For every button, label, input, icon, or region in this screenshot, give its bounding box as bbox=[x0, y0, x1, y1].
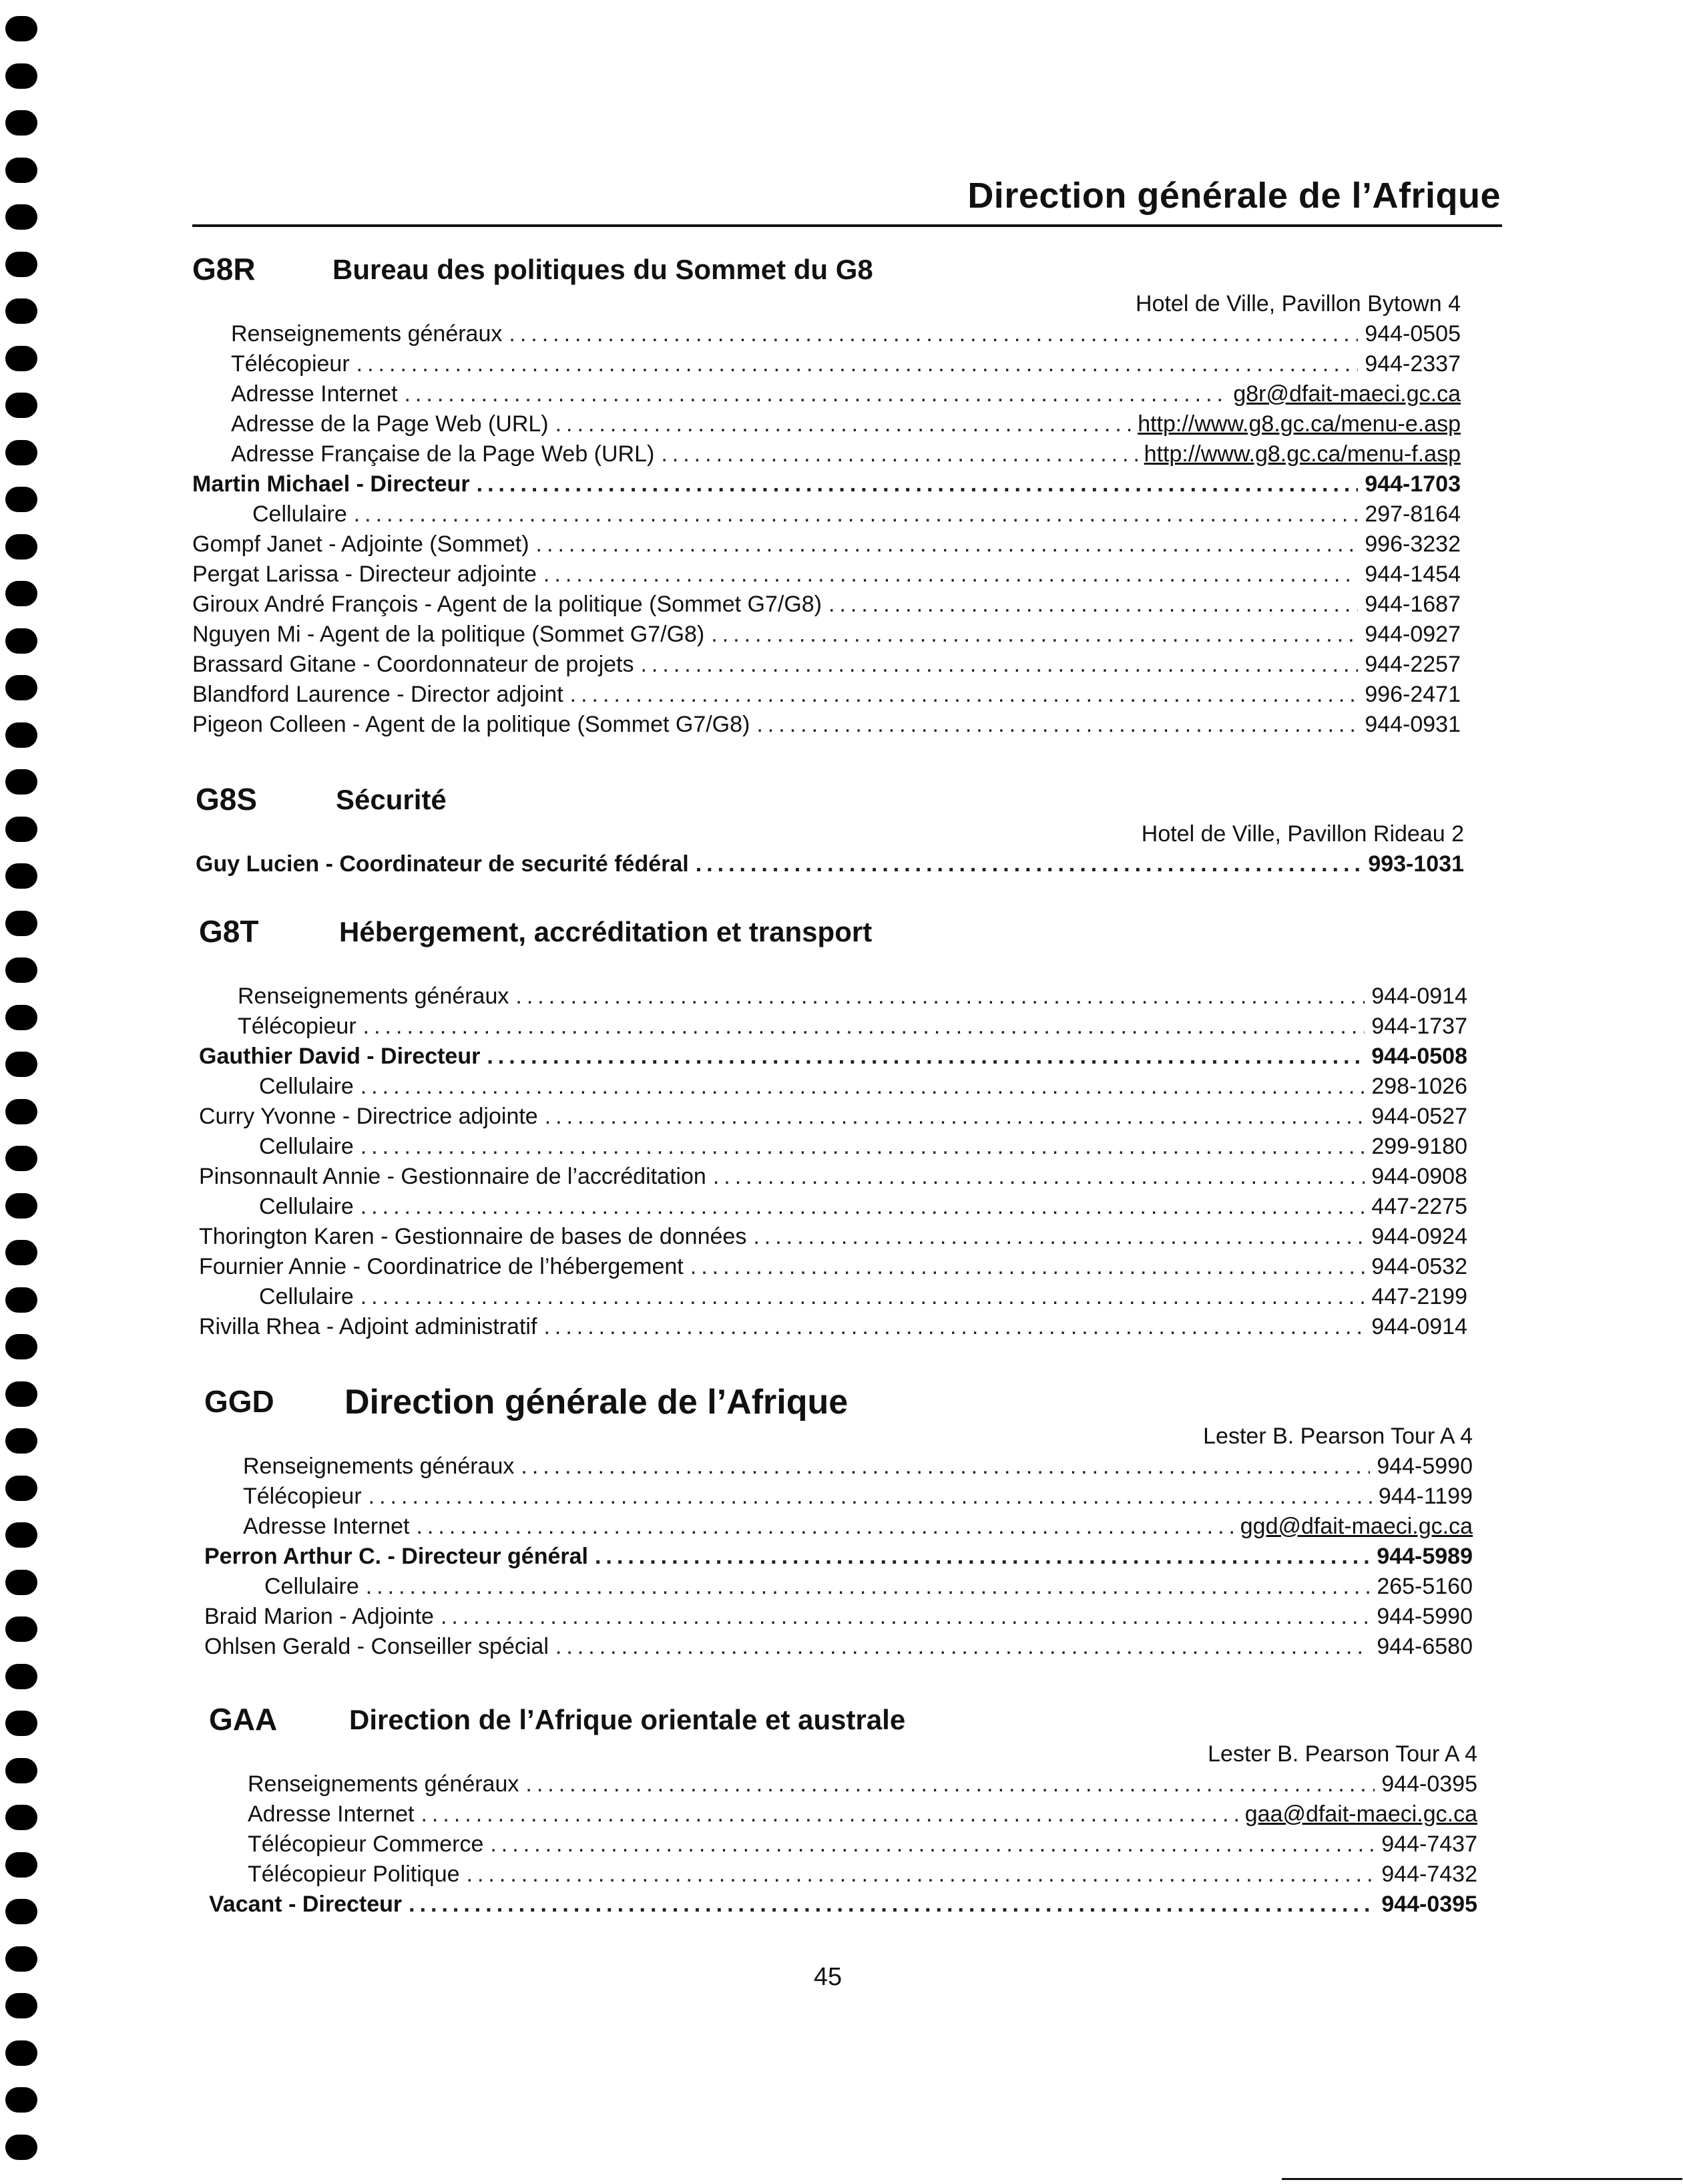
punch-hole bbox=[5, 1193, 37, 1219]
dot-leader bbox=[515, 981, 1365, 1012]
dot-leader bbox=[640, 650, 1358, 680]
dot-leader bbox=[421, 1799, 1238, 1829]
dot-leader bbox=[487, 1042, 1365, 1072]
entry-phone: 944-7432 bbox=[1381, 1862, 1477, 1887]
entry-phone: 447-2275 bbox=[1371, 1194, 1467, 1219]
dot-leader bbox=[690, 1252, 1365, 1282]
section-location: Hotel de Ville, Pavillon Rideau 2 bbox=[1141, 821, 1464, 847]
entry-label: Cellulaire bbox=[264, 1574, 359, 1599]
punch-hole bbox=[5, 393, 37, 418]
punch-hole bbox=[5, 110, 37, 136]
directory-entry bbox=[199, 1042, 1467, 1072]
section-g8r bbox=[192, 251, 1461, 740]
entry-phone: 944-0395 bbox=[1381, 1892, 1477, 1917]
entry-label: Télécopieur bbox=[231, 351, 350, 377]
punch-hole bbox=[5, 1664, 37, 1689]
entry-list bbox=[209, 1769, 1477, 1920]
entry-phone: 944-5990 bbox=[1377, 1604, 1473, 1629]
directory-entry bbox=[192, 560, 1461, 590]
dot-leader bbox=[409, 1890, 1375, 1920]
entry-phone: 944-0931 bbox=[1365, 712, 1461, 737]
directory-entry bbox=[204, 1572, 1473, 1602]
section-heading bbox=[199, 913, 1467, 953]
dot-leader bbox=[369, 1482, 1372, 1512]
entry-label: Renseignements généraux bbox=[248, 1771, 519, 1797]
entry-label: Pinsonnault Annie - Gestionnaire de l’accréditation bbox=[199, 1164, 706, 1189]
entry-label: Pergat Larissa - Directeur adjointe bbox=[192, 562, 537, 587]
punch-hole bbox=[5, 863, 37, 889]
punch-hole bbox=[5, 722, 37, 748]
punch-hole bbox=[5, 1758, 37, 1783]
punch-hole bbox=[5, 1099, 37, 1124]
directory-entry bbox=[199, 1252, 1467, 1282]
punch-hole bbox=[5, 2040, 37, 2066]
punch-hole bbox=[5, 1522, 37, 1548]
entry-phone: 944-6580 bbox=[1377, 1634, 1473, 1659]
page-number: 45 bbox=[813, 1963, 843, 1991]
entry-label: Brassard Gitane - Coordonnateur de projets bbox=[192, 652, 634, 677]
punch-hole bbox=[5, 298, 37, 324]
entry-label: Curry Yvonne - Directrice adjointe bbox=[199, 1104, 538, 1129]
directory-entry bbox=[199, 1012, 1467, 1042]
dot-leader bbox=[753, 1222, 1365, 1252]
dot-leader bbox=[360, 1132, 1365, 1162]
entry-label: Télécopieur Commerce bbox=[248, 1831, 484, 1857]
directory-entry bbox=[209, 1799, 1477, 1829]
dot-leader bbox=[404, 379, 1226, 409]
punch-hole bbox=[5, 1476, 37, 1501]
punch-hole bbox=[5, 1146, 37, 1171]
entry-phone: 993-1031 bbox=[1368, 851, 1464, 877]
directory-entry bbox=[192, 620, 1461, 650]
entry-link[interactable]: http://www.g8.gc.ca/menu-f.asp bbox=[1144, 441, 1461, 467]
entry-label: Adresse Internet bbox=[248, 1801, 415, 1827]
entry-label: Adresse Internet bbox=[243, 1514, 410, 1539]
entry-phone: 299-9180 bbox=[1371, 1134, 1467, 1159]
directory-entry bbox=[199, 1192, 1467, 1222]
dot-leader bbox=[545, 1102, 1365, 1132]
directory-entry bbox=[204, 1542, 1473, 1572]
entry-phone: 944-2257 bbox=[1365, 652, 1461, 677]
entry-label: Adresse Internet bbox=[231, 381, 398, 407]
directory-entry bbox=[192, 349, 1461, 379]
directory-entry bbox=[199, 1132, 1467, 1162]
punch-hole bbox=[5, 252, 37, 277]
punch-hole bbox=[5, 2087, 37, 2113]
punch-hole bbox=[5, 1052, 37, 1077]
dot-leader bbox=[595, 1542, 1370, 1572]
binding-punch-holes bbox=[5, 0, 43, 2184]
directory-entry bbox=[199, 1162, 1467, 1192]
entry-label: Nguyen Mi - Agent de la politique (Sommet G7/G8) bbox=[192, 622, 705, 647]
directory-entry bbox=[204, 1452, 1473, 1482]
section-heading bbox=[192, 251, 1461, 291]
section-g8s bbox=[196, 781, 1464, 879]
section-location: Lester B. Pearson Tour A 4 bbox=[1203, 1424, 1473, 1449]
punch-hole bbox=[5, 1711, 37, 1736]
directory-entry bbox=[192, 680, 1461, 710]
dot-leader bbox=[490, 1829, 1375, 1860]
entry-phone: 265-5160 bbox=[1377, 1574, 1473, 1599]
dot-leader bbox=[441, 1602, 1370, 1632]
dot-leader bbox=[525, 1769, 1375, 1799]
punch-hole bbox=[5, 817, 37, 842]
entry-phone: 944-0914 bbox=[1371, 984, 1467, 1009]
entry-label: Cellulaire bbox=[259, 1194, 354, 1219]
entry-label: Blandford Laurence - Director adjoint bbox=[192, 682, 563, 707]
entry-phone: 944-0927 bbox=[1365, 622, 1461, 647]
dot-leader bbox=[536, 529, 1359, 560]
punch-hole bbox=[5, 675, 37, 700]
entry-phone: 297-8164 bbox=[1365, 501, 1461, 527]
punch-hole bbox=[5, 1381, 37, 1407]
directory-entry bbox=[192, 590, 1461, 620]
directory-entry bbox=[192, 469, 1461, 499]
directory-entry bbox=[204, 1482, 1473, 1512]
entry-link[interactable]: g8r@dfait-maeci.gc.ca bbox=[1233, 381, 1461, 407]
punch-hole bbox=[5, 957, 37, 983]
section-code: G8T bbox=[199, 914, 259, 949]
punch-hole bbox=[5, 534, 37, 560]
section-title: Sécurité bbox=[336, 784, 447, 815]
punch-hole bbox=[5, 1005, 37, 1030]
header-rule bbox=[192, 224, 1502, 227]
dot-leader bbox=[509, 319, 1358, 349]
dot-leader bbox=[360, 1282, 1365, 1312]
section-location: Lester B. Pearson Tour A 4 bbox=[1208, 1741, 1477, 1767]
directory-entry bbox=[204, 1632, 1473, 1662]
entry-link[interactable]: http://www.g8.gc.ca/menu-e.asp bbox=[1138, 411, 1461, 437]
dot-leader bbox=[366, 1572, 1371, 1602]
punch-hole bbox=[5, 1805, 37, 1830]
directory-entry bbox=[199, 981, 1467, 1012]
dot-leader bbox=[363, 1012, 1365, 1042]
entry-label: Martin Michael - Directeur bbox=[192, 471, 470, 497]
punch-hole bbox=[5, 1240, 37, 1265]
punch-hole bbox=[5, 158, 37, 183]
directory-entry bbox=[192, 499, 1461, 529]
section-code: G8S bbox=[196, 782, 258, 817]
punch-hole bbox=[5, 1946, 37, 1972]
section-heading bbox=[209, 1701, 1477, 1741]
section-title: Direction générale de l’Afrique bbox=[344, 1383, 849, 1422]
section-gaa bbox=[209, 1701, 1477, 1920]
punch-hole bbox=[5, 16, 37, 41]
dot-leader bbox=[555, 1632, 1370, 1662]
entry-label: Renseignements généraux bbox=[238, 984, 509, 1009]
entry-phone: 944-0908 bbox=[1371, 1164, 1467, 1189]
entry-label: Adresse de la Page Web (URL) bbox=[231, 411, 549, 437]
entry-label: Braid Marion - Adjointe bbox=[204, 1604, 434, 1629]
dot-leader bbox=[521, 1452, 1370, 1482]
directory-entry bbox=[199, 1282, 1467, 1312]
dot-leader bbox=[477, 469, 1359, 499]
section-code: GAA bbox=[209, 1702, 278, 1737]
punch-hole bbox=[5, 1616, 37, 1642]
section-code: G8R bbox=[192, 252, 256, 286]
entry-label: Gauthier David - Directeur bbox=[199, 1044, 481, 1069]
dot-leader bbox=[555, 409, 1132, 439]
entry-label: Cellulaire bbox=[259, 1284, 354, 1309]
page-header: Direction générale de l’Afrique bbox=[967, 176, 1501, 216]
entry-phone: 944-1687 bbox=[1365, 592, 1461, 617]
dot-leader bbox=[416, 1512, 1233, 1542]
punch-hole bbox=[5, 63, 37, 89]
directory-entry bbox=[209, 1890, 1477, 1920]
entry-label: Rivilla Rhea - Adjoint administratif bbox=[199, 1314, 537, 1339]
dot-leader bbox=[543, 560, 1358, 590]
directory-entry bbox=[192, 379, 1461, 409]
dot-leader bbox=[713, 1162, 1365, 1192]
entry-link[interactable]: gaa@dfait-maeci.gc.ca bbox=[1244, 1801, 1477, 1827]
directory-entry bbox=[192, 319, 1461, 349]
directory-entry bbox=[192, 710, 1461, 740]
punch-hole bbox=[5, 1428, 37, 1454]
punch-hole bbox=[5, 204, 37, 230]
section-title: Bureau des politiques du Sommet du G8 bbox=[332, 254, 873, 285]
entry-phone: 944-2337 bbox=[1365, 351, 1461, 377]
directory-entry bbox=[209, 1829, 1477, 1860]
entry-label: Gompf Janet - Adjointe (Sommet) bbox=[192, 531, 529, 557]
dot-leader bbox=[543, 1312, 1365, 1342]
entry-phone: 944-0924 bbox=[1371, 1224, 1467, 1249]
entry-label: Télécopieur Politique bbox=[248, 1862, 460, 1887]
directory-entry bbox=[204, 1512, 1473, 1542]
entry-label: Cellulaire bbox=[252, 501, 347, 527]
entry-label: Cellulaire bbox=[259, 1134, 354, 1159]
entry-label: Adresse Française de la Page Web (URL) bbox=[231, 441, 655, 467]
entry-phone: 944-1199 bbox=[1378, 1484, 1473, 1509]
punch-hole bbox=[5, 2135, 37, 2160]
entry-list bbox=[192, 319, 1461, 740]
directory-entry bbox=[196, 849, 1464, 879]
directory-entry bbox=[204, 1602, 1473, 1632]
dot-leader bbox=[360, 1192, 1365, 1222]
entry-phone: 944-0505 bbox=[1365, 321, 1461, 347]
entry-phone: 944-7437 bbox=[1381, 1831, 1477, 1857]
entry-list bbox=[204, 1452, 1473, 1662]
entry-label: Guy Lucien - Coordinateur de securité fédéral bbox=[196, 851, 689, 877]
punch-hole bbox=[5, 1899, 37, 1924]
dot-leader bbox=[570, 680, 1359, 710]
entry-list bbox=[196, 849, 1464, 879]
section-g8t bbox=[199, 913, 1467, 1342]
punch-hole bbox=[5, 628, 37, 654]
section-code: GGD bbox=[204, 1384, 274, 1419]
directory-entry bbox=[192, 650, 1461, 680]
dot-leader bbox=[360, 1072, 1365, 1102]
entry-phone: 944-1737 bbox=[1371, 1014, 1467, 1039]
punch-hole bbox=[5, 581, 37, 606]
punch-hole bbox=[5, 1287, 37, 1313]
entry-phone: 944-0395 bbox=[1381, 1771, 1477, 1797]
entry-label: Télécopieur bbox=[238, 1014, 356, 1039]
entry-phone: 944-0532 bbox=[1371, 1254, 1467, 1279]
entry-phone: 996-3232 bbox=[1365, 531, 1461, 557]
directory-entry bbox=[209, 1860, 1477, 1890]
entry-list bbox=[199, 981, 1467, 1342]
entry-phone: 996-2471 bbox=[1365, 682, 1461, 707]
directory-entry bbox=[199, 1222, 1467, 1252]
section-heading bbox=[204, 1383, 1473, 1424]
entry-label: Pigeon Colleen - Agent de la politique (Sommet G7/G8) bbox=[192, 712, 750, 737]
entry-label: Vacant - Directeur bbox=[209, 1892, 403, 1917]
dot-leader bbox=[828, 590, 1358, 620]
section-location: Hotel de Ville, Pavillon Bytown 4 bbox=[1136, 291, 1461, 316]
directory-entry bbox=[199, 1072, 1467, 1102]
section-location bbox=[199, 951, 1467, 981]
dot-leader bbox=[661, 439, 1137, 469]
entry-link[interactable]: ggd@dfait-maeci.gc.ca bbox=[1240, 1514, 1473, 1539]
entry-label: Renseignements généraux bbox=[243, 1454, 515, 1479]
entry-phone: 447-2199 bbox=[1371, 1284, 1467, 1309]
entry-phone: 944-1703 bbox=[1365, 471, 1461, 497]
punch-hole bbox=[5, 769, 37, 795]
directory-entry bbox=[192, 439, 1461, 469]
punch-hole bbox=[5, 440, 37, 465]
directory-entry bbox=[192, 409, 1461, 439]
punch-hole bbox=[5, 1993, 37, 2018]
entry-label: Perron Arthur C. - Directeur général bbox=[204, 1544, 588, 1569]
directory-entry bbox=[192, 529, 1461, 560]
entry-label: Ohlsen Gerald - Conseiller spécial bbox=[204, 1634, 549, 1659]
dot-leader bbox=[467, 1860, 1375, 1890]
punch-hole bbox=[5, 346, 37, 371]
entry-phone: 944-5990 bbox=[1377, 1454, 1473, 1479]
directory-entry bbox=[199, 1312, 1467, 1342]
dot-leader bbox=[354, 499, 1359, 529]
punch-hole bbox=[5, 1334, 37, 1359]
section-heading bbox=[196, 781, 1464, 821]
dot-leader bbox=[696, 849, 1362, 879]
punch-hole bbox=[5, 911, 37, 936]
entry-phone: 298-1026 bbox=[1371, 1074, 1467, 1099]
directory-entry bbox=[199, 1102, 1467, 1132]
dot-leader bbox=[711, 620, 1358, 650]
entry-phone: 944-0508 bbox=[1371, 1044, 1467, 1069]
section-ggd bbox=[204, 1383, 1473, 1662]
entry-label: Thorington Karen - Gestionnaire de bases de données bbox=[199, 1224, 747, 1249]
entry-label: Renseignements généraux bbox=[231, 321, 503, 347]
dot-leader bbox=[756, 710, 1358, 740]
dot-leader bbox=[356, 349, 1359, 379]
entry-label: Cellulaire bbox=[259, 1074, 354, 1099]
entry-phone: 944-5989 bbox=[1377, 1544, 1473, 1569]
punch-hole bbox=[5, 487, 37, 512]
entry-label: Télécopieur bbox=[243, 1484, 362, 1509]
entry-phone: 944-0914 bbox=[1371, 1314, 1467, 1339]
section-title: Direction de l’Afrique orientale et australe bbox=[349, 1704, 906, 1735]
punch-hole bbox=[5, 1570, 37, 1595]
bottom-rule bbox=[1282, 2178, 1682, 2180]
directory-entry bbox=[209, 1769, 1477, 1799]
entry-phone: 944-0527 bbox=[1371, 1104, 1467, 1129]
punch-hole bbox=[5, 1852, 37, 1878]
entry-label: Giroux André François - Agent de la politique (Sommet G7/G8) bbox=[192, 592, 822, 617]
entry-phone: 944-1454 bbox=[1365, 562, 1461, 587]
entry-label: Fournier Annie - Coordinatrice de l’hébergement bbox=[199, 1254, 684, 1279]
section-title: Hébergement, accréditation et transport bbox=[339, 916, 873, 947]
